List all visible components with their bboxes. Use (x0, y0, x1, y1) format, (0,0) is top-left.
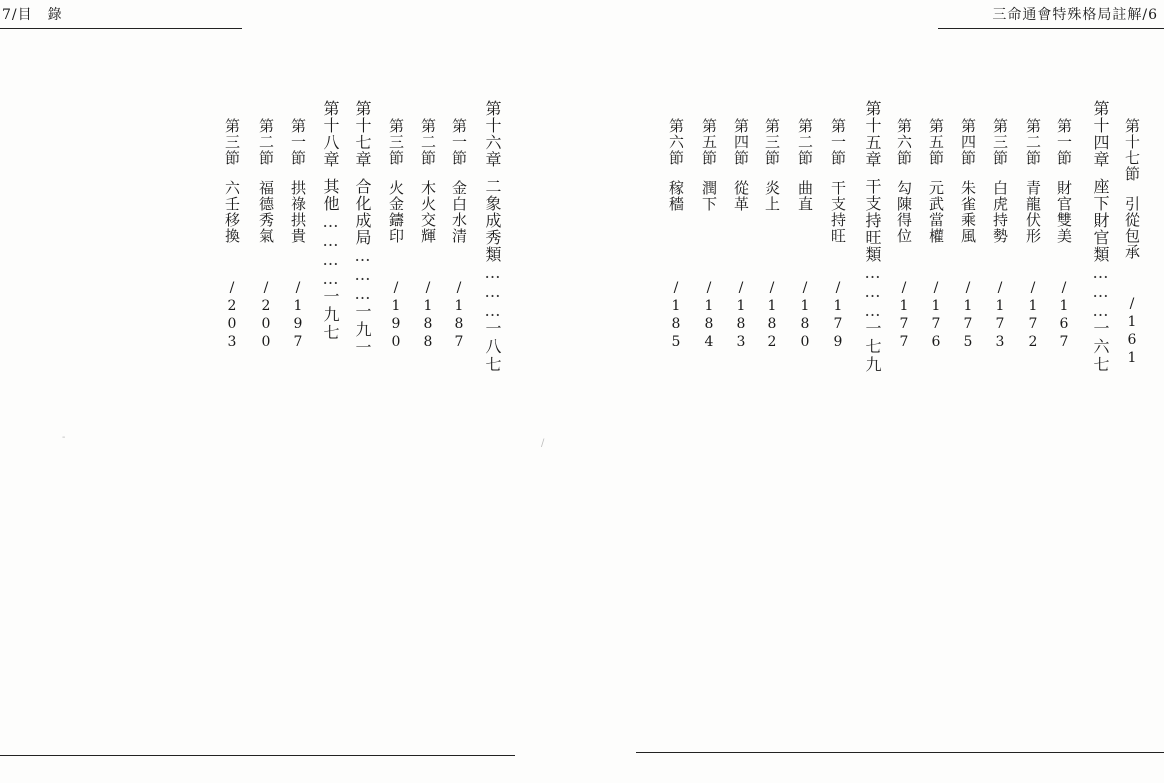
entry-number: 第五節 (700, 118, 718, 166)
entry-number: 第四節 (732, 118, 750, 166)
scan-speck: / (541, 438, 545, 449)
entry-number: 第二節 (257, 118, 275, 166)
toc-section-entry (420, 118, 435, 352)
entry-number: 第三節 (991, 118, 1009, 166)
entry-number: 第三節 (223, 118, 241, 166)
entry-title: 潤下 (700, 180, 718, 212)
toc-chapter-entry (322, 100, 338, 342)
entry-title: 二象成秀類 (483, 178, 502, 263)
entry-page-number: /203 (224, 280, 240, 352)
entry-page-number: /167 (1056, 280, 1072, 352)
entry-title: 六壬移換 (223, 180, 241, 244)
entry-number: 第二節 (419, 118, 437, 166)
entry-number: 第十八章 (321, 100, 340, 168)
entry-page-number: 一八七 (483, 320, 502, 374)
toc-section-entry (928, 118, 943, 352)
entry-page-number: /184 (701, 280, 717, 352)
entry-number: 第三節 (763, 118, 781, 166)
entry-leader-dots: ……… (1091, 263, 1110, 320)
entry-number: 第十四章 (1091, 100, 1110, 168)
entry-number: 第十五章 (863, 100, 882, 168)
entry-page-number: /187 (451, 280, 467, 352)
entry-page-number: /182 (764, 280, 780, 352)
entry-page-number: /172 (1025, 280, 1041, 352)
entry-title: 財官雙美 (1055, 180, 1073, 244)
entry-number: 第三節 (387, 118, 405, 166)
left-page-running-header: 7/目 錄 (2, 7, 63, 23)
toc-section-entry (388, 118, 403, 352)
entry-leader-dots: ……… (863, 263, 882, 320)
toc-chapter-entry (354, 100, 370, 357)
toc-section-entry (992, 118, 1007, 352)
entry-number: 第二節 (1024, 118, 1042, 166)
entry-number: 第一節 (1055, 118, 1073, 166)
entry-number: 第十六章 (483, 100, 502, 168)
toc-section-entry (668, 118, 683, 352)
entry-title: 拱祿拱貴 (289, 180, 307, 244)
entry-number: 第二節 (796, 118, 814, 166)
toc-section-entry (1025, 118, 1040, 352)
entry-number: 第六節 (667, 118, 685, 166)
entry-title: 元武當權 (927, 180, 945, 244)
entry-title: 引從包承 (1123, 196, 1141, 260)
header-rule-right (938, 28, 1164, 29)
entry-page-number: /179 (830, 280, 846, 352)
entry-page-number: /183 (733, 280, 749, 352)
entry-page-number: /173 (992, 280, 1008, 352)
entry-title: 勾陳得位 (895, 180, 913, 244)
entry-number: 第十七章 (353, 100, 372, 168)
entry-title: 火金鑄印 (387, 180, 405, 244)
entry-number: 第五節 (927, 118, 945, 166)
toc-section-entry (764, 118, 779, 352)
entry-title: 干支持旺類 (863, 178, 882, 263)
entry-title: 干支持旺 (829, 180, 847, 244)
entry-number: 第六節 (895, 118, 913, 166)
toc-chapter-entry (1092, 100, 1108, 374)
entry-leader-dots: ………… (321, 212, 340, 288)
toc-section-entry (960, 118, 975, 352)
entry-page-number: /190 (388, 280, 404, 352)
entry-page-number: 一九七 (321, 288, 340, 342)
entry-number: 第十七節 (1123, 118, 1141, 182)
entry-page-number: /180 (797, 280, 813, 352)
toc-section-entry (733, 118, 748, 352)
entry-title: 其他 (321, 178, 340, 212)
header-rule-left (0, 28, 242, 29)
toc-section-entry (290, 118, 305, 352)
entry-page-number: /177 (896, 280, 912, 352)
entry-number: 第一節 (829, 118, 847, 166)
toc-section-entry (797, 118, 812, 352)
entry-page-number: 一九一 (353, 303, 372, 357)
entry-title: 白虎持勢 (991, 180, 1009, 244)
entry-title: 稼穡 (667, 180, 685, 212)
entry-title: 合化成局 (353, 178, 372, 246)
toc-chapter-entry (864, 100, 880, 374)
entry-number: 第一節 (289, 118, 307, 166)
entry-title: 炎上 (763, 180, 781, 212)
toc-section-entry (1056, 118, 1071, 352)
entry-page-number: /175 (960, 280, 976, 352)
entry-page-number: /197 (290, 280, 306, 352)
entry-page-number: /185 (668, 280, 684, 352)
toc-section-entry (451, 118, 466, 352)
toc-section-entry (258, 118, 273, 352)
entry-title: 朱雀乘風 (959, 180, 977, 244)
entry-page-number: /200 (258, 280, 274, 352)
footer-rule-right (636, 752, 1164, 753)
entry-title: 福德秀氣 (257, 180, 275, 244)
entry-title: 金白水清 (450, 180, 468, 244)
entry-number: 第四節 (959, 118, 977, 166)
toc-chapter-entry (484, 100, 500, 374)
toc-section-entry (896, 118, 911, 352)
entry-title: 從革 (732, 180, 750, 212)
entry-page-number: /176 (928, 280, 944, 352)
entry-page-number: 一六七 (1091, 320, 1110, 374)
entry-page-number: /161 (1124, 296, 1140, 368)
entry-leader-dots: ……… (353, 246, 372, 303)
right-page-running-header: 三命通會特殊格局註解/6 (992, 7, 1158, 23)
toc-section-entry (830, 118, 845, 352)
entry-title: 座下財官類 (1091, 178, 1110, 263)
scan-speck: - (62, 432, 66, 443)
footer-rule-left (0, 755, 515, 756)
entry-title: 木火交輝 (419, 180, 437, 244)
toc-section-entry (224, 118, 239, 352)
entry-page-number: 一七九 (863, 320, 882, 374)
entry-title: 曲直 (796, 180, 814, 212)
toc-section-entry (1124, 118, 1139, 368)
entry-title: 青龍伏形 (1024, 180, 1042, 244)
toc-section-entry (701, 118, 716, 352)
entry-page-number: /188 (420, 280, 436, 352)
entry-number: 第一節 (450, 118, 468, 166)
entry-leader-dots: ……… (483, 263, 502, 320)
